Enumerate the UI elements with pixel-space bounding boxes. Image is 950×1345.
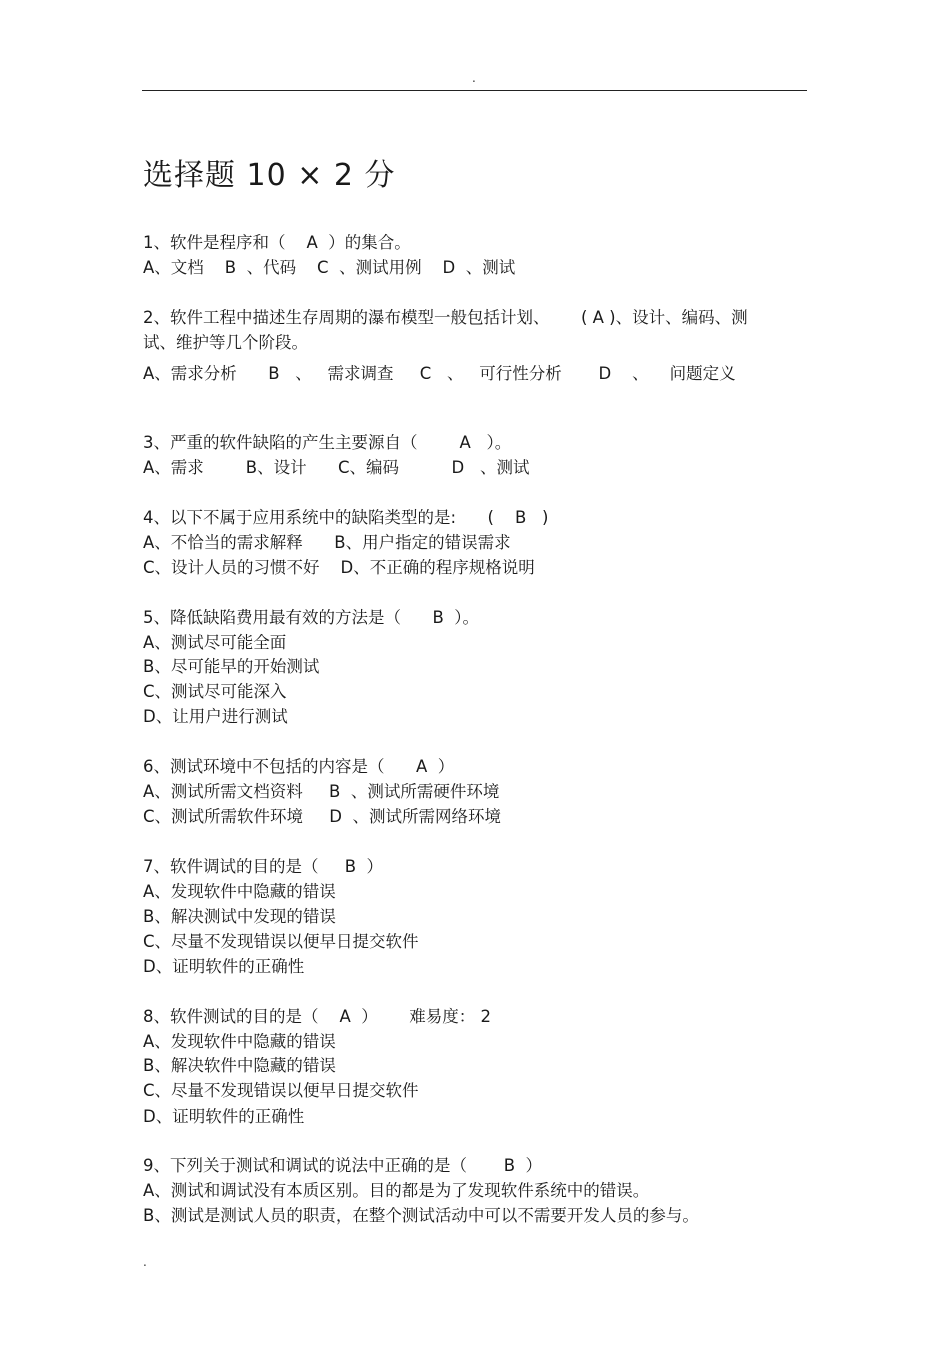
- question-4-stem: 4、以下不属于应用系统中的缺陷类型的是: ( B ): [143, 508, 549, 527]
- question-8-option-b: B、解决软件中隐藏的错误: [143, 1056, 336, 1075]
- question-2-options: A、需求分析 B 、 需求调查 C 、 可行性分析 D 、 问题定义: [143, 364, 736, 383]
- question-9-stem: 9、下列关于测试和调试的说法中正确的是（ B ）: [143, 1156, 543, 1175]
- question-4-option-ab: A、不恰当的需求解释 B、用户指定的错误需求: [143, 533, 511, 552]
- question-4-option-cd: C、设计人员的习惯不好 D、不正确的程序规格说明: [143, 558, 535, 577]
- header-dot: .: [472, 71, 476, 85]
- question-7-option-a: A、发现软件中隐藏的错误: [143, 882, 336, 901]
- question-5-stem: 5、降低缺陷费用最有效的方法是（ B ）。: [143, 608, 480, 627]
- question-6-stem: 6、测试环境中不包括的内容是（ A ）: [143, 757, 455, 776]
- question-7-option-c: C、尽量不发现错误以便早日提交软件: [143, 932, 419, 951]
- question-5-option-d: D、让用户进行测试: [143, 707, 288, 726]
- question-7-stem: 7、软件调试的目的是（ B ）: [143, 857, 384, 876]
- question-1-options: A、文档 B 、代码 C 、测试用例 D 、测试: [143, 258, 516, 277]
- question-2-stem: 2、软件工程中描述生存周期的瀑布模型一般包括计划、 ( A )、设计、编码、测: [143, 308, 748, 327]
- question-8-option-d: D、证明软件的正确性: [143, 1107, 305, 1126]
- section-title: 选择题 10 × 2 分: [143, 158, 396, 193]
- question-6-option-cd: C、测试所需软件环境 D 、测试所需网络环境: [143, 807, 501, 826]
- question-8-stem: 8、软件测试的目的是（ A ） 难易度： 2: [143, 1007, 491, 1026]
- question-5-option-b: B、尽可能早的开始测试: [143, 657, 320, 676]
- question-5-option-c: C、测试尽可能深入: [143, 682, 287, 701]
- header-rule: [142, 90, 807, 91]
- question-6-option-ab: A、测试所需文档资料 B 、测试所需硬件环境: [143, 782, 500, 801]
- question-7-option-d: D、证明软件的正确性: [143, 957, 305, 976]
- question-8-option-a: A、发现软件中隐藏的错误: [143, 1032, 336, 1051]
- question-2-stem-cont: 试、维护等几个阶段。: [143, 333, 308, 352]
- question-1-stem: 1、软件是程序和（ A ）的集合。: [143, 233, 411, 252]
- question-7-option-b: B、解决测试中发现的错误: [143, 907, 336, 926]
- question-9-option-a: A、测试和调试没有本质区别。目的都是为了发现软件系统中的错误。: [143, 1181, 650, 1200]
- question-8-option-c: C、尽量不发现错误以便早日提交软件: [143, 1081, 419, 1100]
- question-3-options: A、需求 B、设计 C、编码 D 、测试: [143, 458, 530, 477]
- question-3-stem: 3、严重的软件缺陷的产生主要源自（ A ）。: [143, 433, 512, 452]
- footer-dot: .: [143, 1255, 147, 1269]
- question-9-option-b: B、测试是测试人员的职责，在整个测试活动中可以不需要开发人员的参与。: [143, 1206, 699, 1225]
- question-5-option-a: A、测试尽可能全面: [143, 633, 287, 652]
